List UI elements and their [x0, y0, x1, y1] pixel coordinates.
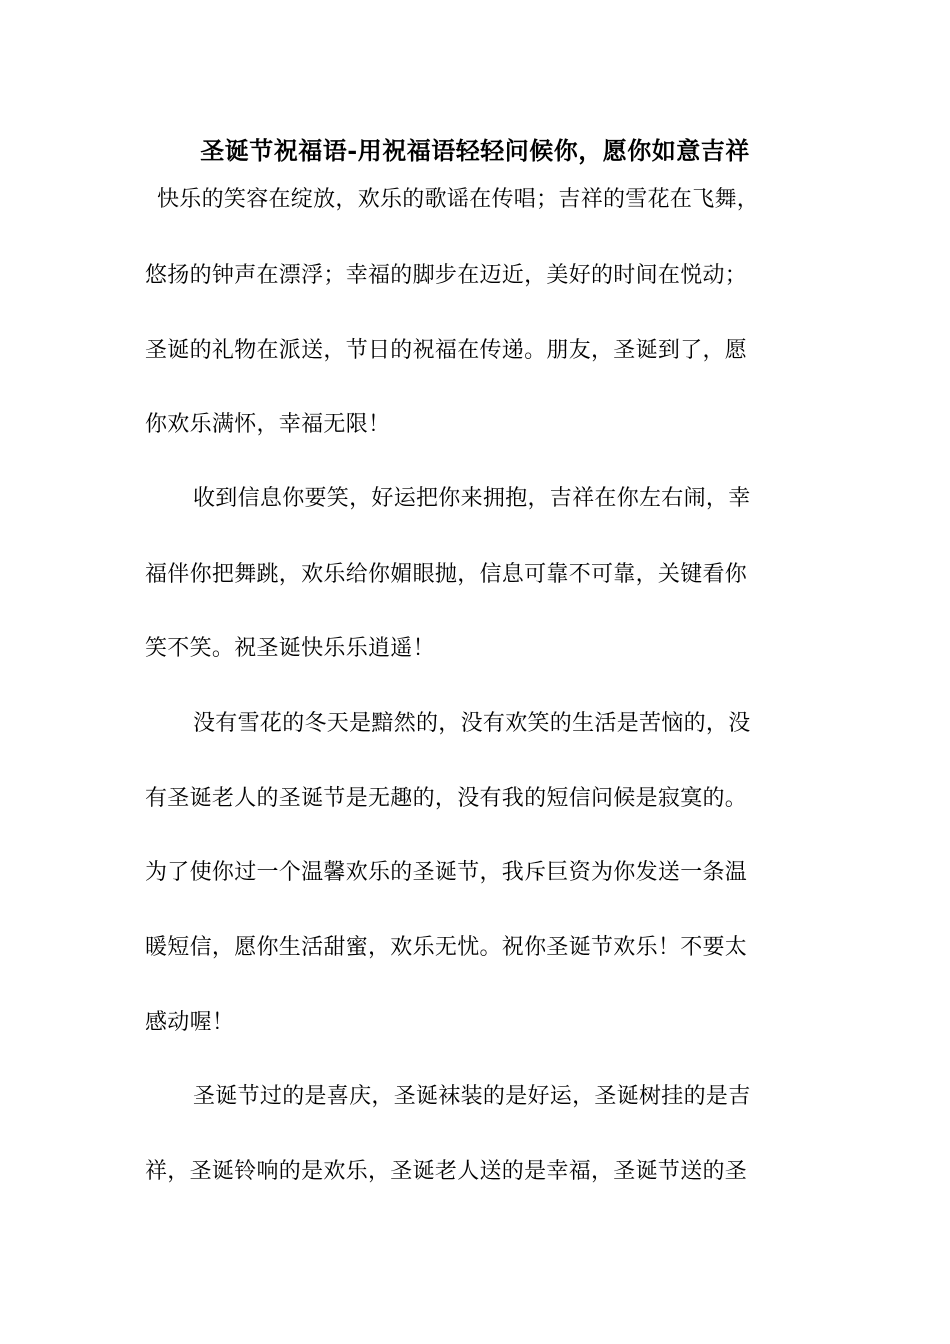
paragraph-line: 圣诞节过的是喜庆，圣诞袜装的是好运，圣诞树挂的是吉: [193, 1084, 751, 1109]
paragraph-line: 圣诞的礼物在派送，节日的祝福在传递。朋友，圣诞到了，愿: [145, 338, 748, 363]
paragraph-line: 笑不笑。祝圣诞快乐乐逍遥！: [145, 636, 435, 661]
paragraph-line: 收到信息你要笑，好运把你来拥抱，吉祥在你左右闹，幸: [193, 486, 751, 511]
paragraph-line: 你欢乐满怀，幸福无限！: [145, 412, 391, 437]
paragraph-line: 暖短信，愿你生活甜蜜，欢乐无忧。祝你圣诞节欢乐！不要太: [145, 935, 748, 960]
paragraph-line: 感动喔！: [145, 1010, 235, 1035]
paragraph-line: 悠扬的钟声在漂浮；幸福的脚步在迈近，美好的时间在悦动；: [145, 263, 748, 288]
paragraph-line: 快乐的笑容在绽放，欢乐的歌谣在传唱；吉祥的雪花在飞舞，: [157, 187, 760, 212]
paragraph-line: 没有雪花的冬天是黯然的，没有欢笑的生活是苦恼的，没: [193, 711, 751, 736]
paragraph-line: 祥，圣诞铃响的是欢乐，圣诞老人送的是幸福，圣诞节送的圣: [145, 1159, 748, 1184]
document-title: 圣诞节祝福语-用祝福语轻轻问候你，愿你如意吉祥: [200, 136, 750, 165]
paragraph-line: 为了使你过一个温馨欢乐的圣诞节，我斥巨资为你发送一条温: [145, 860, 748, 885]
paragraph-line: 福伴你把舞跳，欢乐给你媚眼抛，信息可靠不可靠，关键看你: [145, 562, 748, 587]
paragraph-line: 有圣诞老人的圣诞节是无趣的，没有我的短信问候是寂寞的。: [145, 786, 748, 811]
